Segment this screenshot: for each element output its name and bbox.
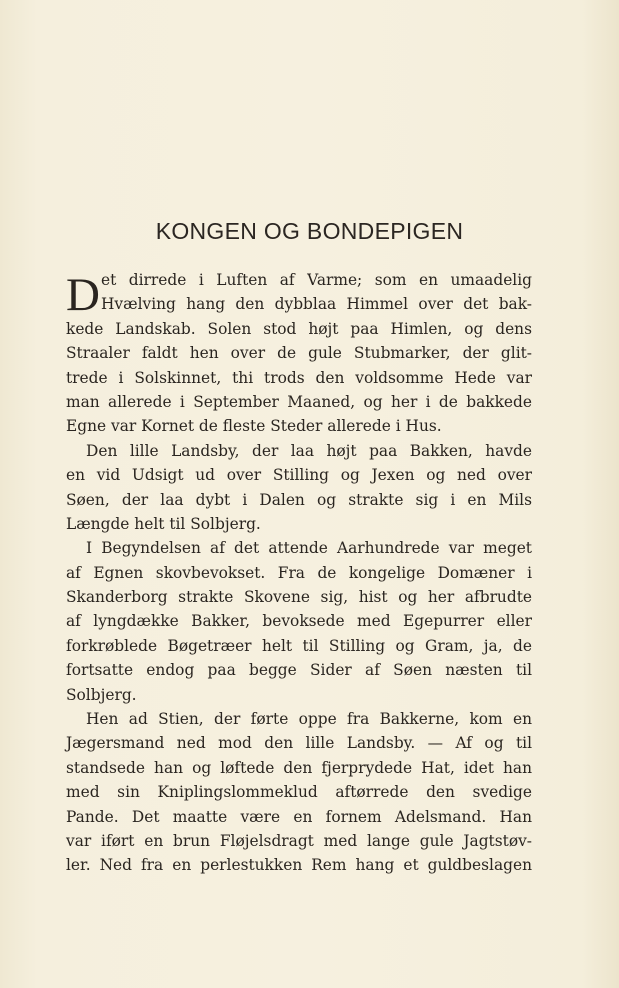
text-line: standsede han og løftede den fjerprydede Hat, idet han — [66, 758, 532, 777]
text-line: af lyngdække Bakker, bevoksede med Egepurrer eller — [66, 612, 532, 631]
drop-cap: D — [66, 269, 100, 321]
text-line: Den lille Landsby, der laa højt paa Bakken, havde — [86, 441, 532, 460]
text-line: et dirrede i Luften af Varme; som en umaadelig — [101, 271, 532, 289]
text-line: Jægersmand ned mod den lille Landsby. — Af og til — [66, 734, 532, 753]
text-line: man allerede i September Maaned, og her i de bakkede — [66, 392, 532, 411]
paragraph-4 — [66, 707, 532, 878]
text-line: Solbjerg. — [66, 685, 137, 704]
text-line: Skanderborg strakte Skovene sig, hist og her afbrudte — [66, 588, 532, 607]
text-line: var iført en brun Fløjelsdragt med lange gule Jagtstøv- — [66, 831, 532, 850]
text-line: trede i Solskinnet, thi trods den voldsomme Hede var — [66, 368, 532, 387]
text-line: Længde helt til Solbjerg. — [66, 514, 261, 533]
text-line: Hen ad Stien, der førte oppe fra Bakkerne, kom en — [86, 710, 532, 729]
paragraph-3 — [66, 536, 532, 707]
text-line: Søen, der laa dybt i Dalen og strakte sig i en Mils — [66, 490, 532, 509]
text-line: Straaler faldt hen over de gule Stubmarker, der glit- — [66, 344, 532, 363]
text-line: ler. Ned fra en perlestukken Rem hang et guldbeslagen — [66, 856, 532, 875]
text-line: Pande. Det maatte være en fornem Adelsmand. Han — [66, 807, 532, 826]
text-line: med sin Kniplingslommeklud aftørrede den svedige — [66, 783, 532, 802]
text-line: af Egnen skovbevokset. Fra de kongelige Domæner i — [66, 563, 532, 582]
text-line: Egne var Kornet de fleste Steder allerede i Hus. — [66, 417, 442, 436]
body-text — [66, 268, 532, 878]
chapter-title: KONGEN OG BONDEPIGEN — [155, 218, 464, 244]
text-line: fortsatte endog paa begge Sider af Søen næsten til — [66, 661, 532, 680]
text-line: Hvælving hang den dybblaa Himmel over det bak- — [101, 295, 532, 314]
text-line: I Begyndelsen af det attende Aarhundrede var meget — [86, 539, 532, 558]
text-line: en vid Udsigt ud over Stilling og Jexen og ned over — [66, 466, 532, 485]
paragraph-2 — [66, 439, 532, 537]
paragraph-1 — [66, 268, 532, 439]
text-line: forkrøblede Bøgetræer helt til Stilling og Gram, ja, de — [66, 636, 532, 655]
text-line: kede Landskab. Solen stod højt paa Himlen, og dens — [66, 319, 532, 338]
